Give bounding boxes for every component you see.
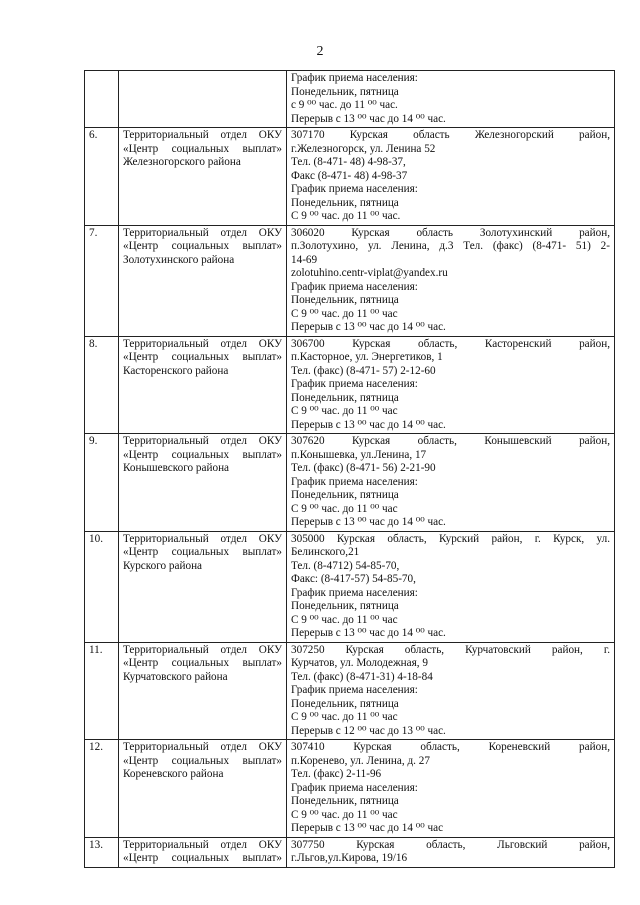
office-name-line: Территориальный отдел ОКУ: [123, 741, 282, 753]
contact-info-line: 306700 Курская область, Касторенский район,: [291, 337, 610, 350]
office-name-cell: [119, 225, 287, 336]
office-name-line: Территориальный отдел ОКУ: [123, 643, 282, 656]
office-name-line: «Центр социальных выплат»: [123, 142, 282, 155]
contact-info-line: Понедельник, пятница: [291, 795, 399, 807]
contact-info-line: п.Касторное, ул. Энергетиков, 1: [291, 351, 443, 363]
office-name-cell: [119, 642, 287, 740]
row-number-cell: [85, 128, 119, 226]
row-number: 8.: [89, 337, 98, 350]
office-name-line: Территориальный отдел ОКУ: [123, 129, 282, 141]
contact-info-line: 307250 Курская область, Курчатовский район, г.: [291, 643, 610, 656]
row-number: 12.: [89, 741, 103, 753]
row-number: 7.: [89, 226, 98, 239]
contact-info-line: Факс: (8-417-57) 54-85-70,: [291, 573, 416, 585]
office-name-line: «Центр социальных выплат»: [123, 852, 282, 864]
contact-info-line: п.Коренево, ул. Ленина, д. 27: [291, 754, 430, 767]
office-name-line: «Центр социальных выплат»: [123, 657, 282, 669]
office-name-cell: [119, 740, 287, 838]
contact-info-line: Перерыв с 12 ⁰⁰ час до 13 ⁰⁰ час.: [291, 724, 446, 737]
office-name-line: Железногорского района: [123, 156, 241, 168]
contact-info-line: Перерыв с 13 ⁰⁰ час до 14 ⁰⁰ час.: [291, 627, 446, 639]
contact-info-line: Перерыв с 13 ⁰⁰ час до 14 ⁰⁰ час.: [291, 321, 446, 333]
row-number-cell: [85, 531, 119, 642]
contact-info-line: Курчатов, ул. Молодежная, 9: [291, 657, 428, 669]
office-name-cell: [119, 71, 287, 128]
office-name-line: «Центр социальных выплат»: [123, 351, 282, 363]
table-row: [85, 336, 615, 434]
row-number-cell: [85, 336, 119, 434]
office-name-cell: [119, 128, 287, 226]
contact-info-line: 307620 Курская область, Конышевский район,: [291, 435, 610, 447]
contact-info-line: Понедельник, пятница: [291, 85, 399, 98]
table-row: [85, 642, 615, 740]
contact-info-line: п.Золотухино, ул. Ленина, д.3 Тел. (факс) (8-471- 51) 2-: [291, 240, 610, 252]
contact-info-line: Перерыв с 13 ⁰⁰ час до 14 ⁰⁰ час.: [291, 516, 446, 528]
page-number: 2: [316, 44, 324, 59]
table-row: [85, 531, 615, 642]
contact-info-line: График приема населения:: [291, 781, 418, 794]
office-name-line: Курского района: [123, 559, 203, 572]
office-name-cell: [119, 434, 287, 532]
row-number-cell: [85, 225, 119, 336]
contact-info-line: с 9 ⁰⁰ час. до 11 ⁰⁰ час.: [291, 99, 398, 111]
contact-info-line: График приема населения:: [291, 280, 418, 293]
office-name-line: Территориальный отдел ОКУ: [123, 838, 282, 851]
table-row: [85, 71, 615, 128]
contact-info-line: zolotuhino.centr-viplat@yandex.ru: [291, 267, 448, 279]
contact-info-line: График приема населения:: [291, 475, 418, 488]
contact-info-line: График приема населения:: [291, 183, 418, 195]
table-row: [85, 128, 615, 226]
contact-info-cell: [287, 740, 615, 838]
office-name-line: Конышевского района: [123, 462, 230, 474]
office-name-line: «Центр социальных выплат»: [123, 754, 282, 767]
contact-info-line: Понедельник, пятница: [291, 697, 399, 710]
contact-info-line: С 9 ⁰⁰ час. до 11 ⁰⁰ час: [291, 405, 398, 417]
contact-info-line: С 9 ⁰⁰ час. до 11 ⁰⁰ час: [291, 307, 398, 320]
office-name-line: Территориальный отдел ОКУ: [123, 226, 282, 239]
contact-info-line: Тел. (факс) (8-471- 57) 2-12-60: [291, 364, 436, 377]
contact-info-line: 307410 Курская область, Кореневский район,: [291, 741, 610, 753]
contact-info-line: 307170 Курская область Железногорский район,: [291, 129, 610, 141]
office-name-line: «Центр социальных выплат»: [123, 240, 282, 252]
row-number-cell: [85, 434, 119, 532]
contact-info-line: Понедельник, пятница: [291, 391, 399, 404]
table-row: [85, 434, 615, 532]
office-name-line: «Центр социальных выплат»: [123, 546, 282, 558]
contact-info-cell: [287, 336, 615, 434]
office-name-cell: [119, 336, 287, 434]
office-name-cell: [119, 531, 287, 642]
table-row: [85, 225, 615, 336]
row-number-cell: [85, 642, 119, 740]
contact-info-line: С 9 ⁰⁰ час. до 11 ⁰⁰ час: [291, 613, 398, 626]
contact-info-cell: [287, 128, 615, 226]
contact-info-line: 307750 Курская область, Льговский район,: [291, 838, 610, 851]
row-number: 6.: [89, 129, 98, 141]
table-body: [85, 71, 615, 868]
contact-info-line: Понедельник, пятница: [291, 600, 399, 612]
office-name-line: «Центр социальных выплат»: [123, 448, 282, 461]
contact-info-line: График приема населения:: [291, 586, 418, 599]
row-number: 10.: [89, 532, 103, 545]
contact-info-line: График приема населения:: [291, 72, 418, 84]
contact-info-line: Понедельник, пятница: [291, 294, 399, 306]
row-number-cell: [85, 740, 119, 838]
contact-info-line: С 9 ⁰⁰ час. до 11 ⁰⁰ час: [291, 502, 398, 515]
row-number-cell: [85, 71, 119, 128]
contact-info-line: Тел. (8-4712) 54-85-70,: [291, 559, 400, 572]
contact-info-line: Перерыв с 13 ⁰⁰ час до 14 ⁰⁰ час: [291, 822, 444, 834]
contact-info-line: Тел. (факс) (8-471- 56) 2-21-90: [291, 462, 436, 474]
contact-info-line: Перерыв с 13 ⁰⁰ час до 14 ⁰⁰ час.: [291, 112, 446, 125]
contact-info-cell: [287, 531, 615, 642]
contact-info-cell: [287, 71, 615, 128]
office-name-line: Золотухинского района: [123, 253, 235, 266]
office-name-line: Территориальный отдел ОКУ: [123, 337, 282, 350]
contact-info-line: Тел. (8-471- 48) 4-98-37,: [291, 156, 406, 168]
office-name-cell: [119, 837, 287, 867]
contact-info-line: г.Железногорск, ул. Ленина 52: [291, 142, 436, 155]
contact-info-line: График приема населения:: [291, 378, 418, 390]
contact-info-line: Перерыв с 13 ⁰⁰ час до 14 ⁰⁰ час.: [291, 418, 446, 431]
office-name-line: Территориальный отдел ОКУ: [123, 435, 282, 447]
contact-info-line: 305000 Курская область, Курский район, г. Курск, ул.: [291, 532, 610, 545]
contact-info-line: 306020 Курская область Золотухинский район,: [291, 226, 610, 239]
contact-info-line: С 9 ⁰⁰ час. до 11 ⁰⁰ час: [291, 711, 398, 723]
table-row: [85, 740, 615, 838]
contact-info-line: Тел. (факс) 2-11-96: [291, 768, 382, 780]
row-number-cell: [85, 837, 119, 867]
contact-info-line: 14-69: [291, 253, 318, 266]
office-name-line: Кореневского района: [123, 768, 224, 780]
contact-info-line: С 9 ⁰⁰ час. до 11 ⁰⁰ час: [291, 808, 398, 821]
contact-info-cell: [287, 434, 615, 532]
row-number: 9.: [89, 435, 98, 447]
contact-info-line: С 9 ⁰⁰ час. до 11 ⁰⁰ час.: [291, 210, 401, 222]
contact-info-line: Тел. (факс) (8-471-31) 4-18-84: [291, 670, 433, 683]
row-number: 11.: [89, 643, 103, 656]
table-row: [85, 837, 615, 867]
contact-info-line: п.Конышевка, ул.Ленина, 17: [291, 448, 427, 461]
contact-info-cell: [287, 225, 615, 336]
office-name-line: Территориальный отдел ОКУ: [123, 532, 282, 545]
offices-table: [84, 70, 615, 868]
contact-info-line: г.Льгов,ул.Кирова, 19/16: [291, 852, 408, 864]
contact-info-cell: [287, 837, 615, 867]
contact-info-cell: [287, 642, 615, 740]
row-number: 13.: [89, 838, 103, 851]
contact-info-line: Факс (8-471- 48) 4-98-37: [291, 169, 408, 182]
contact-info-line: Понедельник, пятница: [291, 489, 399, 501]
office-name-line: Касторенского района: [123, 364, 229, 377]
contact-info-line: Белинского,21: [291, 546, 360, 558]
contact-info-line: График приема населения:: [291, 684, 418, 696]
office-name-line: Курчатовского района: [123, 670, 228, 683]
contact-info-line: Понедельник, пятница: [291, 196, 399, 209]
